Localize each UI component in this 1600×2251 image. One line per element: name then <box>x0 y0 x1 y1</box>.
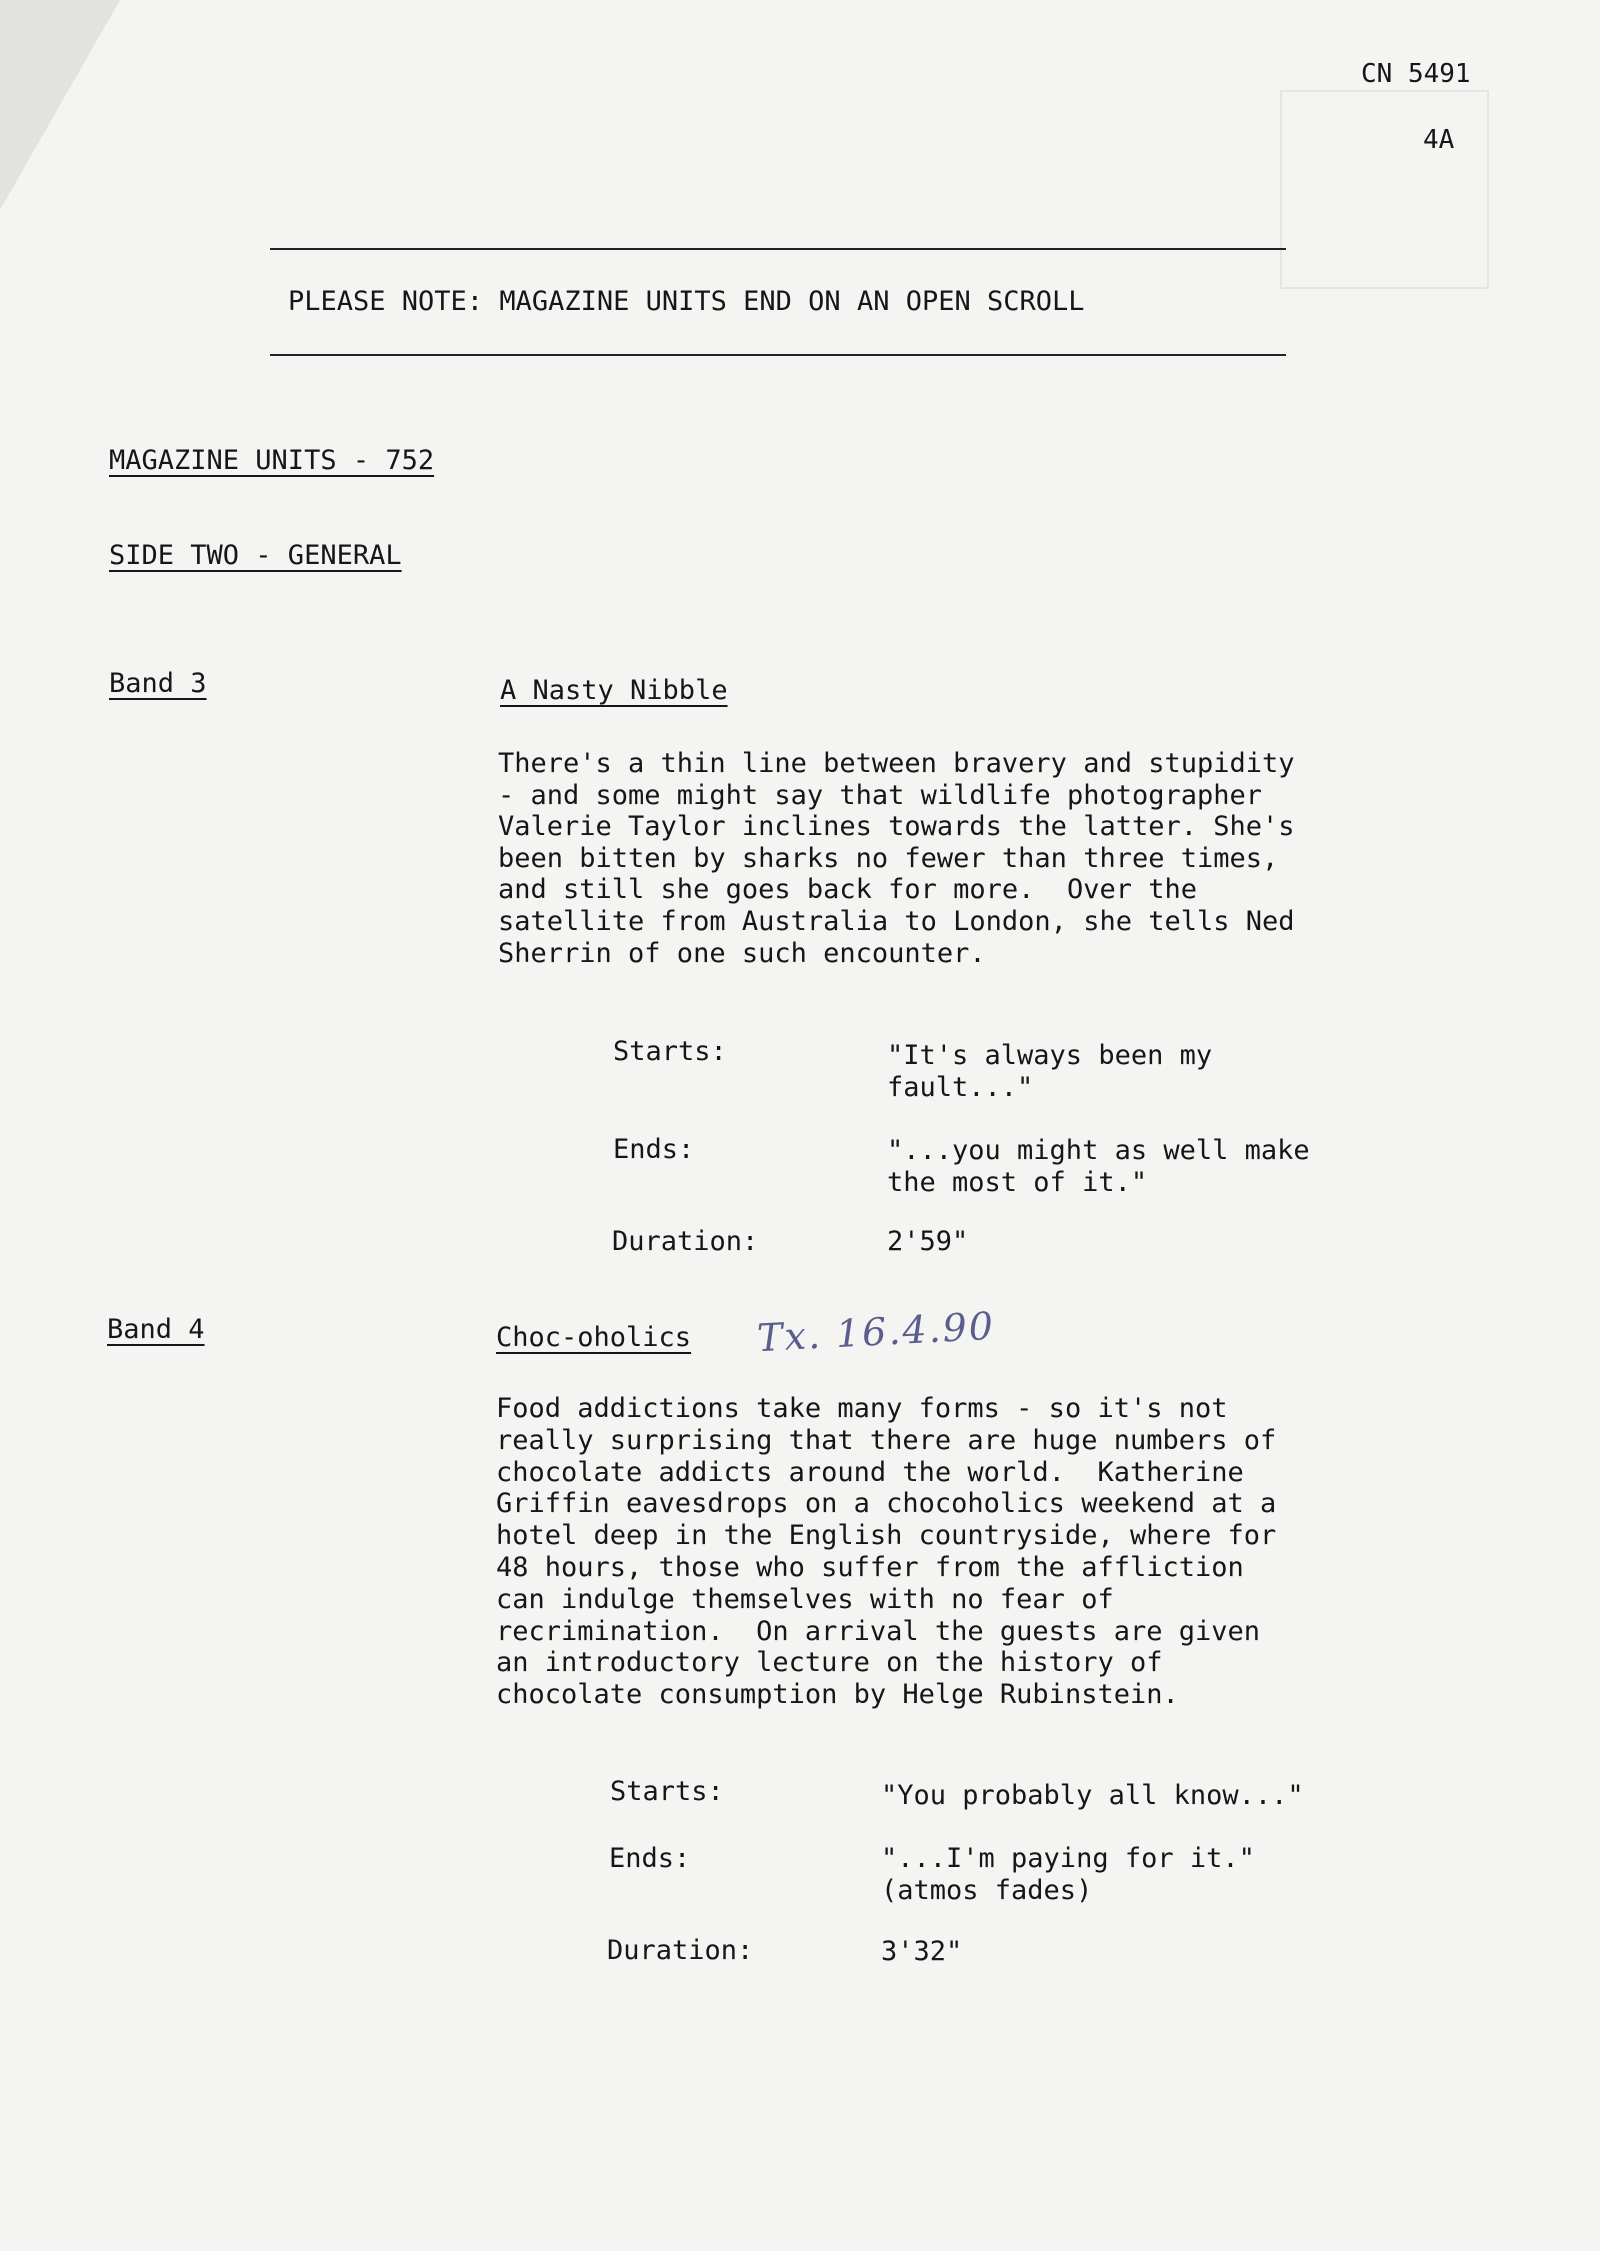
catalog-number: CN 5491 <box>1361 59 1471 89</box>
band-3-starts-value: "It's always been my fault..." <box>887 1040 1213 1103</box>
band-4-description: Food addictions take many forms - so it's not really surprising that there are huge numbers of chocolate addicts around the world. Katherine Griffin eavesdrops on a chocoholics weekend at a hotel deep in the English countryside, where for 48 hours, those who suffer from the affliction can indulge themselves with no fear of recrimination. On arrival the guests are given an introductory lecture on the history of chocolate consumption by Helge Rubinstein. <box>496 1393 1277 1711</box>
band-4-label: Band 4 <box>107 1314 205 1345</box>
band-3-duration-label: Duration: <box>612 1226 759 1257</box>
band-3-ends-label: Ends: <box>613 1134 695 1165</box>
band-3-description: There's a thin line between bravery and stupidity - and some might say that wildlife photographer Valerie Taylor inclines towards the latter. She's been bitten by sharks no fewer than three times, and still she goes back for more. Over the satellite from Australia to London, she tells Ned Sherrin of one such encounter. <box>498 748 1295 969</box>
band-4-duration-value: 3'32" <box>881 1936 963 1967</box>
folded-corner <box>0 0 120 210</box>
notice-text: PLEASE NOTE: MAGAZINE UNITS END ON AN OPEN SCROLL <box>288 286 1085 317</box>
side-heading: SIDE TWO - GENERAL <box>109 540 402 571</box>
band-3-label: Band 3 <box>109 668 207 699</box>
show-through-box <box>1280 90 1489 289</box>
band-4-title: Choc-oholics <box>496 1322 692 1353</box>
magazine-units-heading: MAGAZINE UNITS - 752 <box>109 445 435 476</box>
band-4-ends-value: "...I'm paying for it." (atmos fades) <box>881 1843 1255 1906</box>
band-4-ends-label: Ends: <box>609 1843 691 1874</box>
handwritten-transmission-note: Tx. 16.4.90 <box>756 1303 996 1361</box>
band-3-starts-label: Starts: <box>613 1036 727 1067</box>
band-4-starts-value: "You probably all know..." <box>881 1780 1304 1811</box>
band-3-title: A Nasty Nibble <box>500 675 728 706</box>
side-code: 4A <box>1423 125 1455 155</box>
notice-rule-top <box>270 248 1286 250</box>
notice-rule-bottom <box>270 354 1286 356</box>
band-4-duration-label: Duration: <box>607 1935 754 1966</box>
band-3-ends-value: "...you might as well make the most of it." <box>887 1135 1310 1198</box>
band-4-starts-label: Starts: <box>610 1776 724 1807</box>
band-3-duration-value: 2'59" <box>887 1226 969 1257</box>
